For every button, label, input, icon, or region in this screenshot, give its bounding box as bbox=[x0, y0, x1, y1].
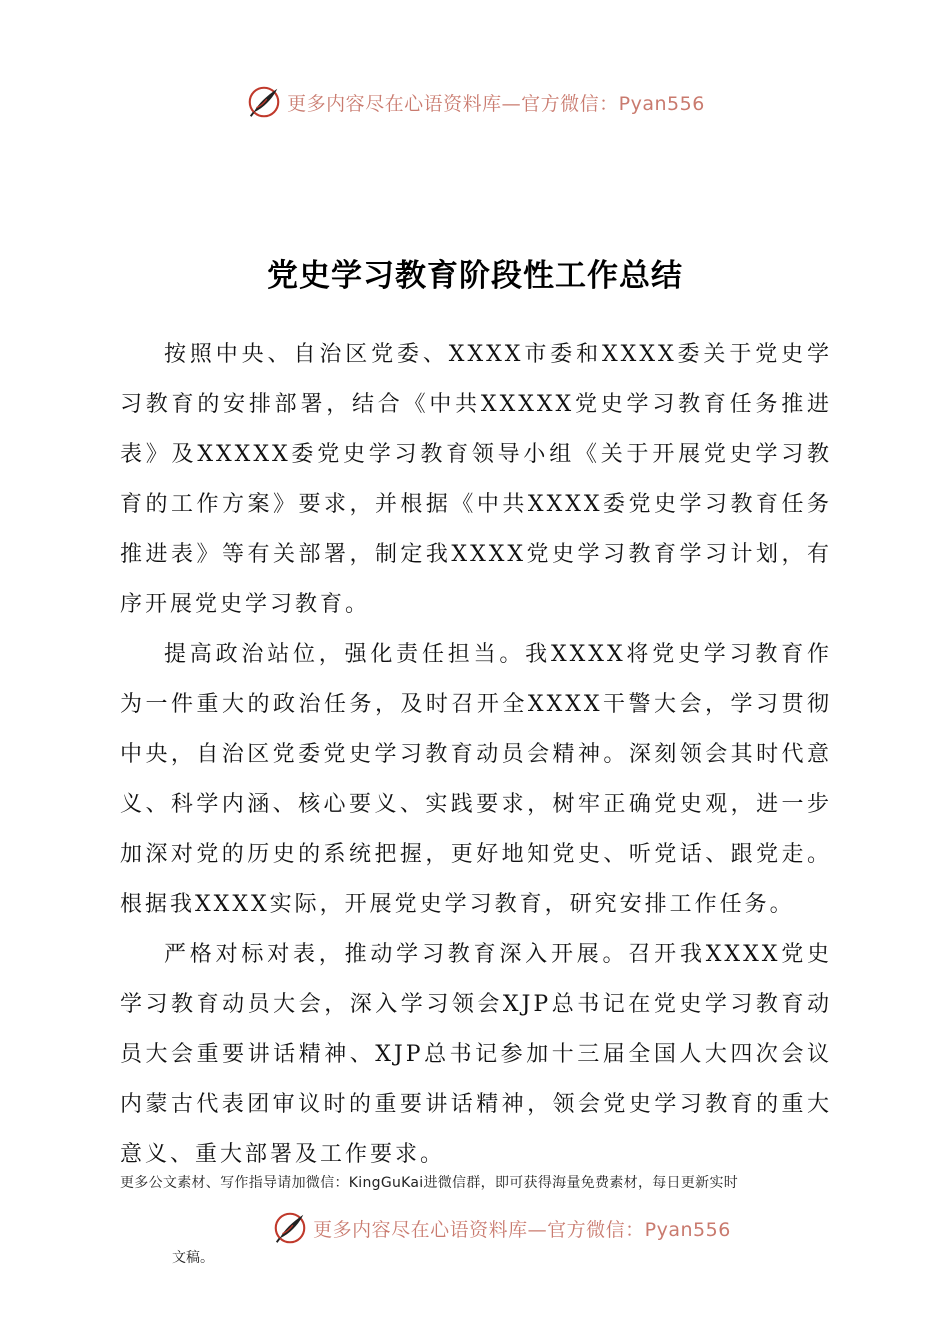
document-body bbox=[120, 330, 832, 1180]
paragraph-3: 严格对标对表，推动学习教育深入开展。召开我XXXX党史学习教育动员大会，深入学习领会XJP总书记在党史学习教育动员大会重要讲话精神、XJP总书记参加十三届全国人大四次会议内蒙古代表团审议时的重要讲话精神，领会党史学习教育的重大意义、重大部署及工作要求。 bbox=[120, 942, 832, 1167]
paragraph-2: 提高政治站位，强化责任担当。我XXXX将党史学习教育作为一件重大的政治任务，及时召开全XXXX干警大会，学习贯彻中央，自治区党委党史学习教育动员会精神。深刻领会其时代意义、科学内涵、核心要义、实践要求，树牢正确党史观，进一步加深对党的历史的系统把握，更好地知党史、听党话、跟党走。根据我XXXX实际，开展党史学习教育，研究安排工作任务。 bbox=[120, 642, 832, 917]
header-watermark-banner bbox=[0, 82, 950, 122]
quill-logo-icon bbox=[271, 1209, 309, 1247]
footer-watermark-banner bbox=[26, 1208, 950, 1248]
banner-text: 更多内容尽在心语资料库—官方微信：Pyan556 bbox=[313, 1218, 731, 1241]
quill-logo-icon bbox=[245, 83, 283, 121]
banner-text: 更多内容尽在心语资料库—官方微信：Pyan556 bbox=[287, 92, 705, 115]
footer-note-tail: 文稿。 bbox=[172, 1250, 214, 1266]
paragraph-1: 按照中央、自治区党委、XXXX市委和XXXX委关于党史学习教育的安排部署，结合《中共XXXXX党史学习教育任务推进表》及XXXXX委党史学习教育领导小组《关于开展党史学习教育的工作方案》要求，并根据《中共XXXX委党史学习教育任务推进表》等有关部署，制定我XXXX党史学习教育学习计划，有序开展党史学习教育。 bbox=[120, 342, 832, 617]
document-title: 党史学习教育阶段性工作总结 bbox=[267, 258, 683, 294]
footer-note: 更多公文素材、写作指导请加微信：KingGuKai进微信群，即可获得海量免费素材，每日更新实时 bbox=[120, 1175, 739, 1191]
